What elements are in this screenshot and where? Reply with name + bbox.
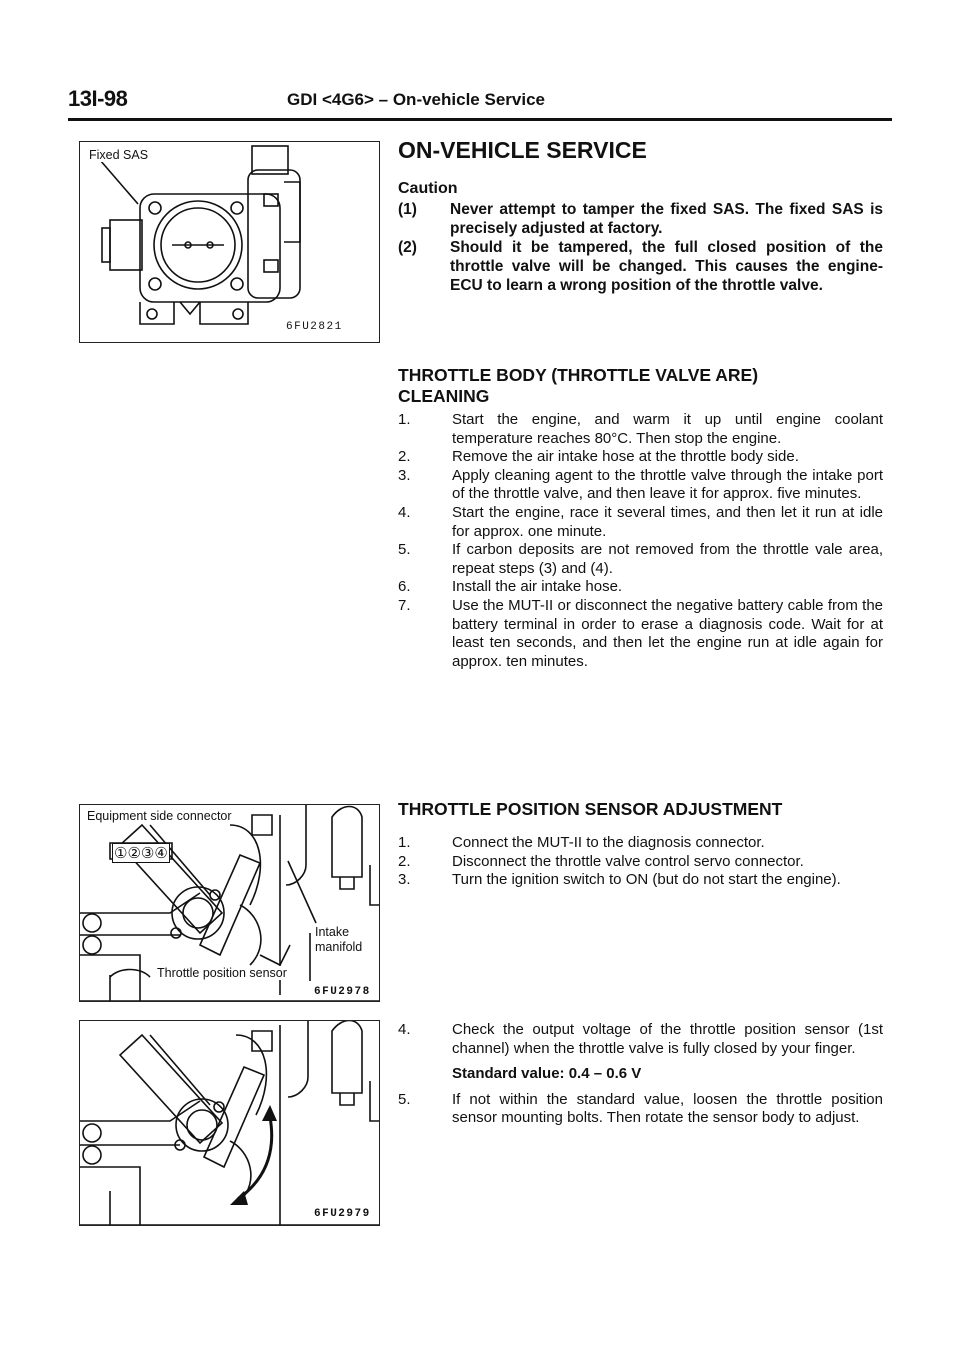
- caution-list: [398, 200, 883, 295]
- fixed-sas-label: Fixed SAS: [89, 148, 149, 162]
- caution-item: (1) Never attempt to tamper the fixed SAS. The fixed SAS is precisely adjusted at factory.: [398, 201, 883, 237]
- figure-code: 6FU2821: [286, 321, 343, 333]
- intake-label: Intake: [315, 925, 350, 939]
- figure-tps-rotation: [79, 1020, 380, 1226]
- connector-pins: ①②③④: [114, 845, 168, 862]
- list-item: 7. Use the MUT-II or disconnect the negative battery cable from the battery terminal in order to erase a diagnosis code. Wait for at least ten seconds, and then let the engine run at idle again for approx. ten minutes.: [398, 596, 883, 670]
- manifold-label: manifold: [315, 940, 363, 954]
- list-item: 2. Disconnect the throttle valve control servo connector.: [398, 852, 804, 870]
- tps-steps: [398, 834, 883, 890]
- list-item: 3. Apply cleaning agent to the throttle valve through the intake port of the throttle valve, and then leave it for approx. five minutes.: [398, 466, 883, 503]
- page-title: GDI <4G6> – On-vehicle Service: [287, 90, 545, 109]
- caution-title: Caution: [398, 180, 458, 197]
- cleaning-steps: [398, 411, 883, 671]
- figure-code: 6FU2978: [314, 986, 371, 998]
- section-title-cleaning: THROTTLE BODY (THROTTLE VALVE ARE) CLEANING: [398, 365, 759, 406]
- list-item: 1. Connect the MUT-II to the diagnosis connector.: [398, 834, 765, 851]
- section-title-tps-adjustment: THROTTLE POSITION SENSOR ADJUSTMENT: [398, 799, 783, 819]
- throttle-position-sensor-label: Throttle position sensor: [157, 966, 287, 980]
- list-item: 4. Start the engine, race it several times, and then let it run at idle for approx. one minute.: [398, 503, 883, 540]
- page-number: 13I-98: [68, 86, 128, 111]
- section-title-on-vehicle-service: ON-VEHICLE SERVICE: [398, 137, 647, 163]
- equipment-side-connector-label: Equipment side connector: [87, 809, 232, 823]
- tps-steps-continued: [398, 1021, 883, 1128]
- list-item: 3. Turn the ignition switch to ON (but do not start the engine).: [398, 871, 841, 889]
- engine-bay-illustration: [80, 1021, 379, 1225]
- list-item: 5. If not within the standard value, loosen the throttle position sensor mounting bolts. Then rotate the sensor body to adjust.: [398, 1090, 883, 1127]
- figure-throttle-position-sensor: [79, 804, 380, 1002]
- list-item: 6. Install the air intake hose.: [398, 578, 623, 596]
- throttle-body-illustration: [80, 142, 379, 342]
- figure-code: 6FU2979: [314, 1208, 371, 1220]
- list-item: 4. Check the output voltage of the throttle position sensor (1st channel) when the throttle valve is fully closed by your finger. Standard value: 0.4 – 0.6 V: [398, 1021, 883, 1083]
- list-item: 5. If carbon deposits are not removed from the throttle vale area, repeat steps (3) and (4).: [398, 541, 883, 577]
- header-rule: [68, 118, 892, 121]
- list-item: 2. Remove the air intake hose at the throttle body side.: [398, 448, 799, 466]
- list-item: 1. Start the engine, and warm it up until engine coolant temperature reaches 80°C. Then stop the engine.: [398, 411, 883, 447]
- standard-value: Standard value: 0.4 – 0.6 V: [452, 1065, 642, 1083]
- page-header: [68, 86, 890, 116]
- caution-item: (2) Should it be tampered, the full closed position of the throttle valve will be changed. This causes the engine-ECU to learn a wrong position of the throttle valve.: [398, 239, 883, 294]
- figure-fixed-sas: [79, 141, 380, 343]
